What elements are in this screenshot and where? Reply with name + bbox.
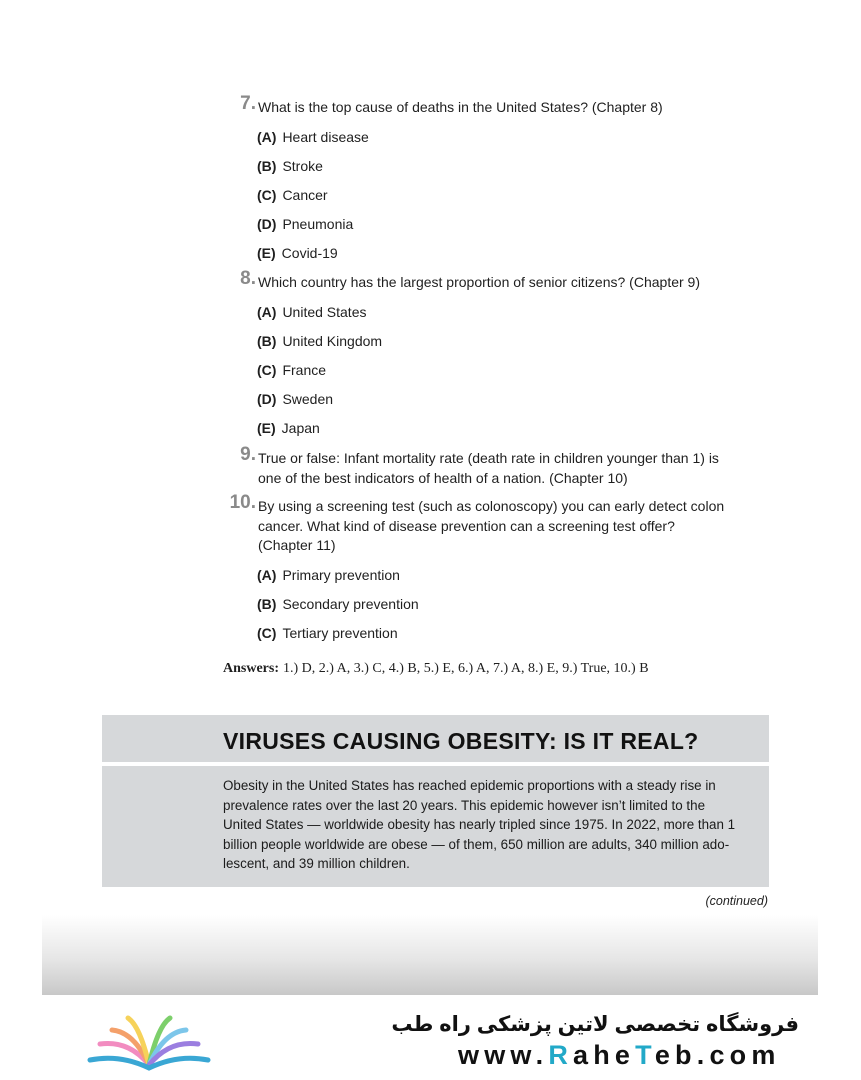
sidebar-header (102, 715, 769, 762)
option-letter: (E) (257, 420, 276, 436)
option-text: Stroke (282, 158, 323, 174)
option-letter: (B) (257, 333, 277, 349)
url-part: eb (654, 1040, 697, 1070)
option-letter: (A) (257, 304, 277, 320)
question-number: 9. (240, 444, 256, 465)
option-text: United States (282, 304, 367, 320)
option-text: Pneumonia (282, 216, 354, 232)
url-suffix: .com (696, 1040, 781, 1070)
option-letter: (A) (257, 567, 277, 583)
option-item (257, 186, 328, 204)
option-letter: (B) (257, 158, 277, 174)
option-item (257, 332, 382, 350)
sidebar-title: VIRUSES CAUSING OBESITY: IS IT REAL? (223, 728, 699, 754)
question-text: Which country has the largest proportion of senior citizens? (Chapter 9) (258, 274, 700, 290)
question-number: 7. (240, 93, 256, 114)
answer-key-label: Answers: (223, 661, 279, 676)
url-letter-r: R (548, 1040, 574, 1070)
book-logo-icon (84, 1010, 214, 1080)
option-text: Covid-19 (281, 245, 338, 261)
option-item (257, 215, 353, 233)
option-text: Cancer (282, 187, 328, 203)
option-letter: (B) (257, 596, 277, 612)
question-number: 8. (240, 268, 256, 289)
option-item (257, 361, 326, 379)
url-prefix: www. (458, 1040, 549, 1070)
option-text: Primary prevention (282, 567, 400, 583)
question-8 (223, 268, 743, 293)
question-10 (223, 492, 728, 556)
option-item (257, 624, 398, 642)
option-letter: (D) (257, 216, 277, 232)
answer-key (223, 661, 649, 677)
option-item (257, 595, 419, 613)
option-text: France (282, 362, 327, 378)
store-url (458, 1040, 781, 1071)
option-letter: (C) (257, 625, 277, 641)
option-text: Tertiary prevention (282, 625, 398, 641)
sidebar-body (102, 766, 769, 887)
option-text: Secondary prevention (282, 596, 419, 612)
option-item (257, 128, 369, 146)
url-part: ahe (573, 1040, 636, 1070)
store-name: فروشگاه تخصصی لاتین پزشکی راه طب (391, 1013, 799, 1036)
option-item (257, 390, 333, 408)
url-letter-t: T (635, 1040, 655, 1070)
option-item (257, 303, 367, 321)
option-item (257, 157, 323, 175)
question-number: 10. (229, 492, 256, 513)
answer-key-text: 1.) D, 2.) A, 3.) C, 4.) B, 5.) E, 6.) A, 7.) A, 8.) E, 9.) True, 10.) B (283, 661, 649, 676)
question-text: By using a screening test (such as colonoscopy) you can early detect colon cancer. What kind of disease prevention can a screening test offer? (Chapter 11) (258, 498, 725, 553)
sidebar-paragraph: Obesity in the United States has reached epidemic proportions with a steady rise in prevalence rates over the last 20 years. This epidemic however isn’t limited to the United States — worldwide obesity has nearly tripled since 1975. In 2022, more than 1 billion people worldwide are obese — of them, 650 million are adults, 340 million ado-lescent, and 39 million children. (223, 778, 736, 871)
option-item (257, 566, 400, 584)
option-text: Sweden (282, 391, 334, 407)
question-text: What is the top cause of deaths in the United States? (Chapter 8) (258, 99, 663, 115)
option-letter: (E) (257, 245, 276, 261)
option-item (257, 244, 338, 262)
option-letter: (C) (257, 362, 277, 378)
page-bottom-shadow (42, 915, 818, 995)
option-text: United Kingdom (282, 333, 383, 349)
question-text: True or false: Infant mortality rate (death rate in children younger than 1) is one of the best indicators of health of a nation. (Chapter 10) (258, 450, 719, 486)
option-text: Japan (281, 420, 320, 436)
question-9 (223, 444, 728, 488)
option-letter: (C) (257, 187, 277, 203)
continued-label: (continued) (705, 894, 768, 908)
question-7 (223, 93, 743, 118)
option-letter: (A) (257, 129, 277, 145)
option-item (257, 419, 320, 437)
option-text: Heart disease (282, 129, 369, 145)
option-letter: (D) (257, 391, 277, 407)
